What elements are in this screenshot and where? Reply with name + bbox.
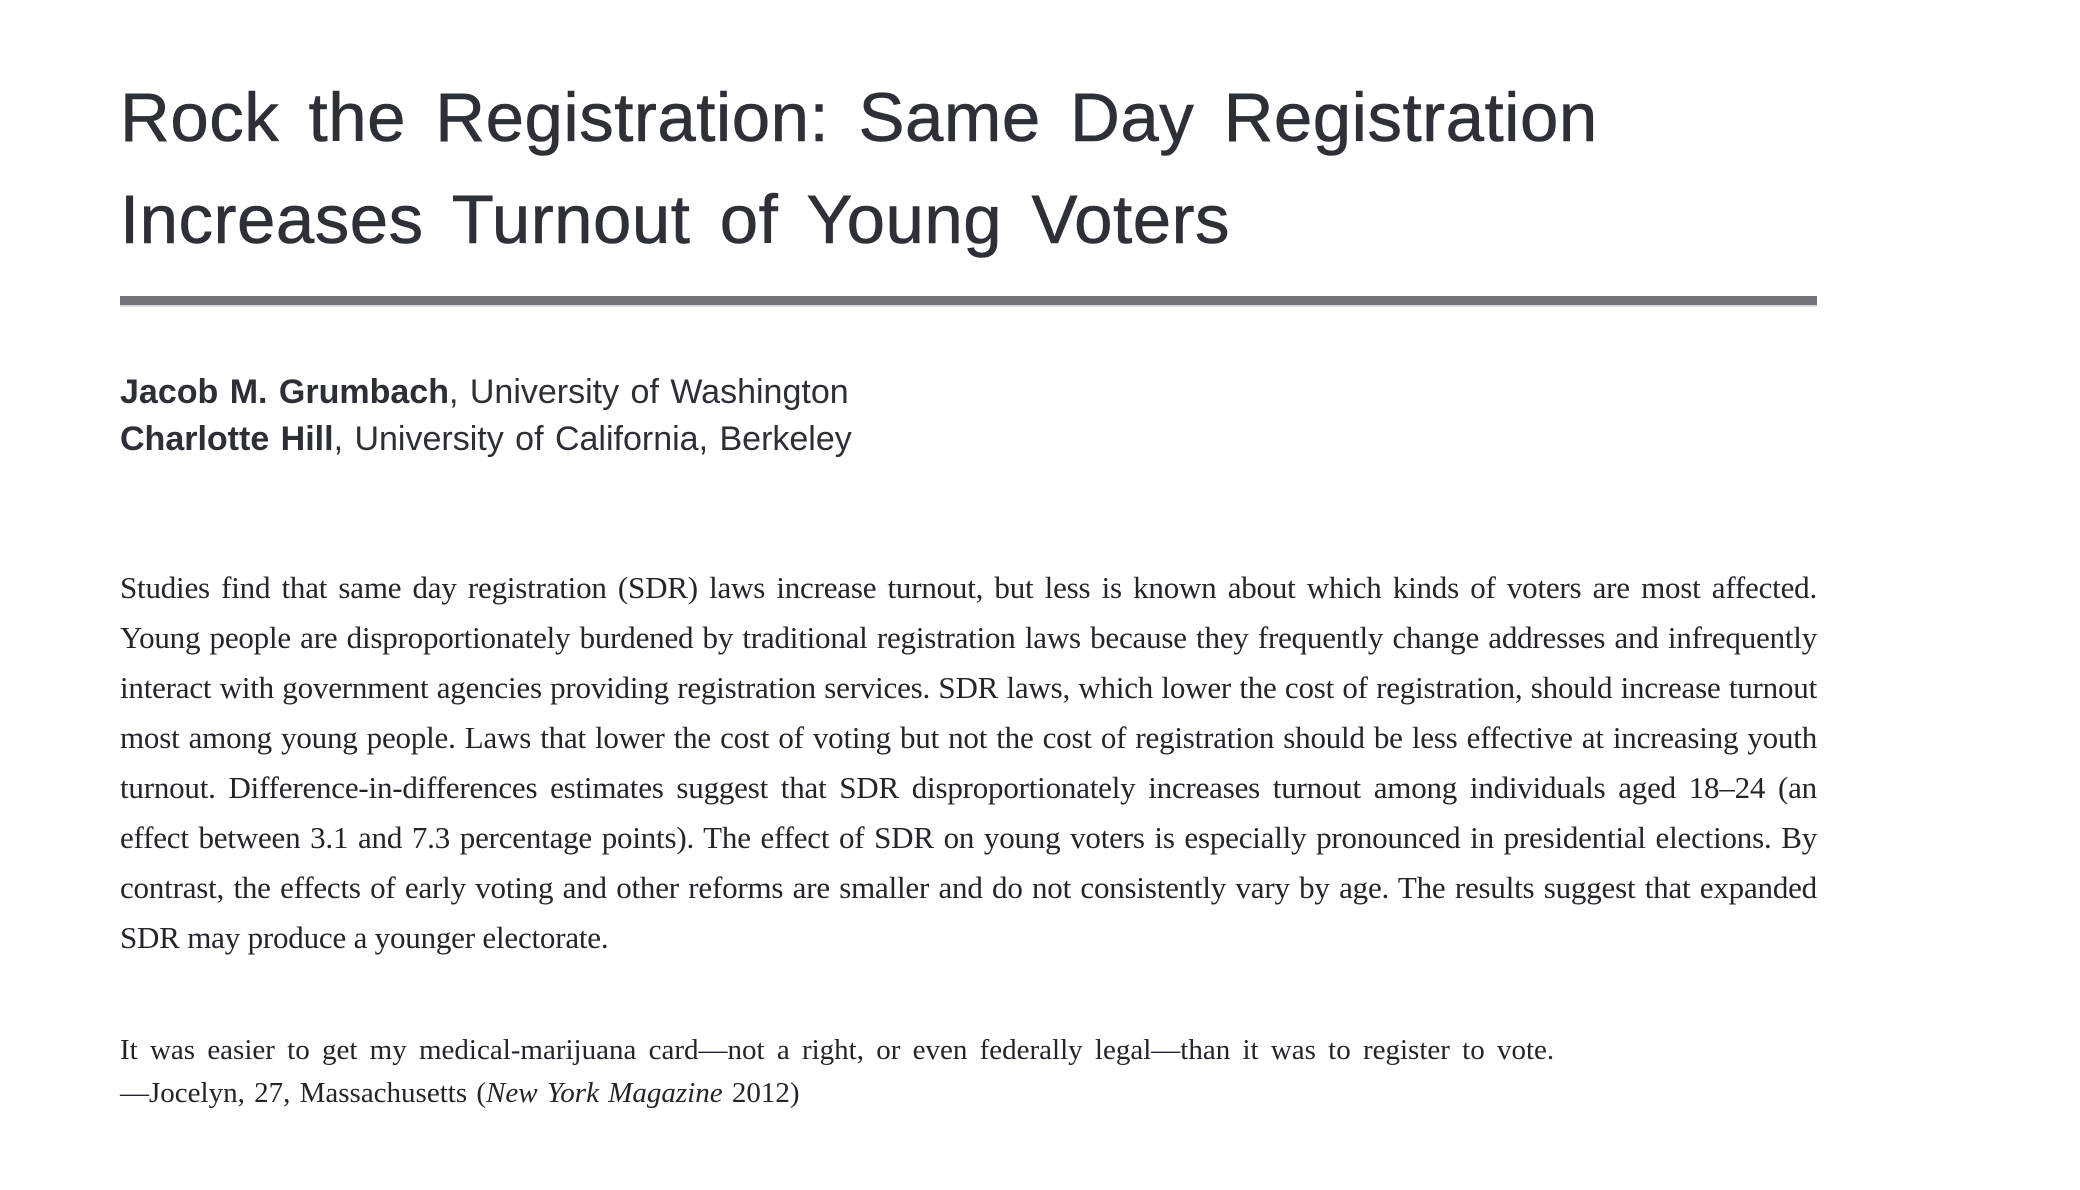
paper-title-line-1: Rock the Registration: Same Day Registration: [120, 79, 1598, 156]
epigraph-source-title: New York Magazine: [486, 1077, 723, 1109]
epigraph-quote: It was easier to get my medical-marijuana card—not a right, or even federally legal—than it was to register to vote.: [120, 1034, 1555, 1066]
author-2-affiliation: , University of California, Berkeley: [333, 420, 852, 458]
author-block: [120, 369, 1817, 463]
paper-title-line-2: Increases Turnout of Young Voters: [120, 181, 1231, 258]
epigraph-attribution-suffix: 2012): [722, 1077, 800, 1109]
title-divider-rule: [120, 296, 1817, 307]
author-1-affiliation: , University of Washington: [448, 373, 849, 411]
author-1-name: Jacob M. Grumbach: [120, 373, 449, 411]
author-line-2: [120, 416, 1817, 463]
author-2-name: Charlotte Hill: [120, 420, 334, 458]
epigraph-block: [120, 1029, 1817, 1115]
paper-title: [120, 67, 1817, 271]
abstract-paragraph: Studies find that same day registration (SDR) laws increase turnout, but less is known about which kinds of voters are most affected. Young people are disproportionately burdened by traditional registration laws because they frequently change addresses and infrequently interact with government agencies providing registration services. SDR laws, which lower the cost of registration, should increase turnout most among young people. Laws that lower the cost of voting but not the cost of registration should be less effective at increasing youth turnout. Difference-in-differences estimates suggest that SDR disproportionately increases turnout among individuals aged 18–24 (an effect between 3.1 and 7.3 percentage points). The effect of SDR on young voters is especially pronounced in presidential elections. By contrast, the effects of early voting and other reforms are smaller and do not consistently vary by age. The results suggest that expanded SDR may produce a younger electorate.: [120, 570, 1817, 955]
epigraph-attribution: [120, 1072, 1817, 1115]
author-line-1: [120, 369, 1817, 416]
epigraph-attribution-prefix: —Jocelyn, 27, Massachusetts (: [120, 1077, 487, 1109]
